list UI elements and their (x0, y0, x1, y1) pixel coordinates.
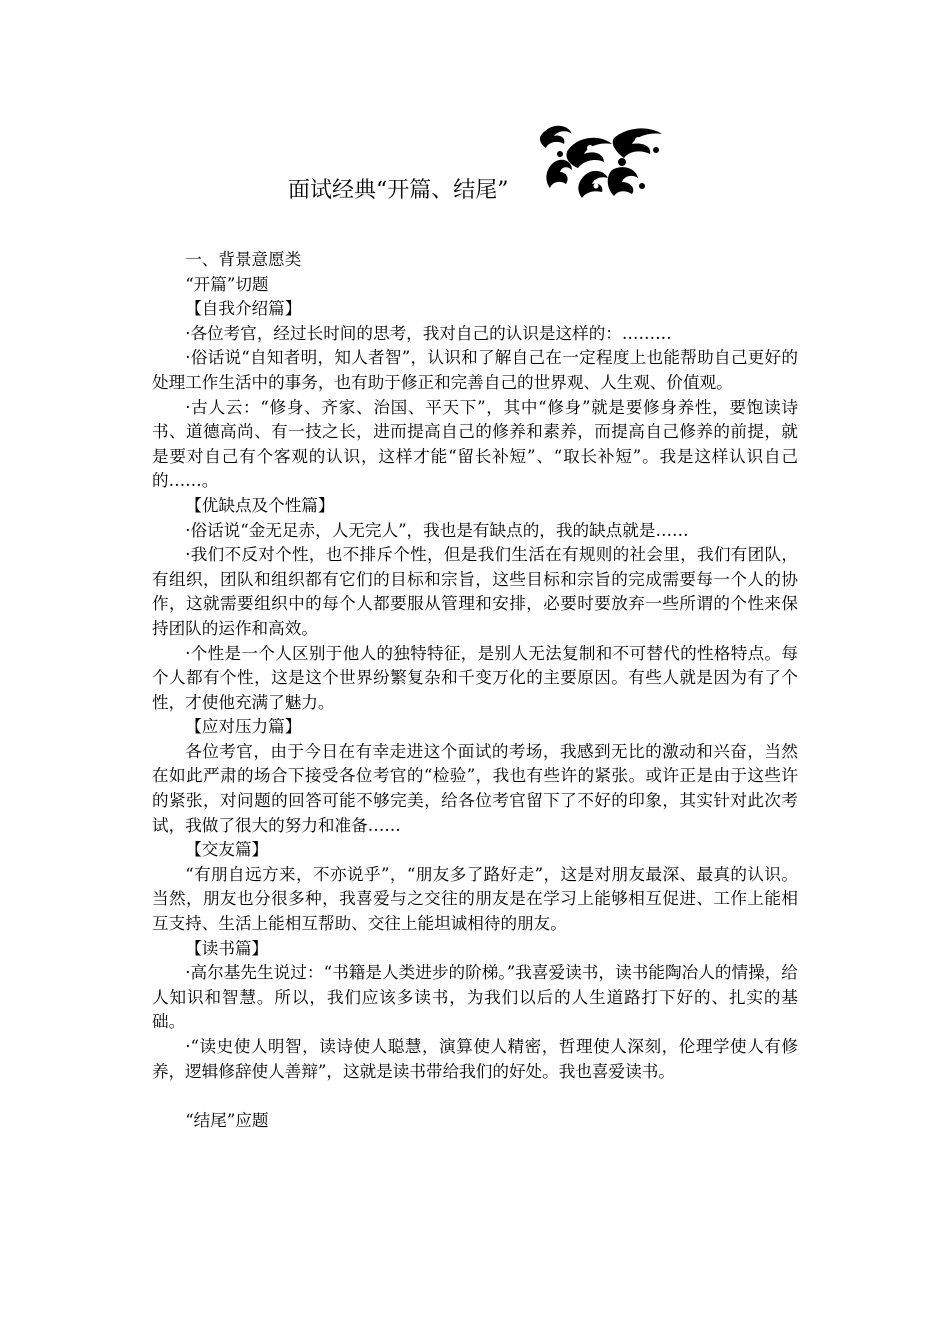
paragraph: ·个性是一个人区别于他人的独特特征，是别人无法复制和不可替代的性格特点。每个人都有个性，这是这个世界纷繁复杂和千变万化的主要原因。有些人就是因为有了个性，才使他充满了魅力。 (152, 643, 798, 712)
topic-heading: 【交友篇】 (185, 840, 269, 860)
paragraph: “有朋自远方来，不亦说乎”，“朋友多了路好走”，这是对朋友最深、最真的认识。当然，朋友也分很多种，我喜爱与之交往的朋友是在学习上能够相互促进、工作上能相互支持、生活上能相互帮助、交往上能坦诚相待的朋友。 (152, 864, 798, 934)
document-body (152, 248, 798, 1133)
paragraph: ·各位考官，经过长时间的思考，我对自己的认识是这样的：……… (185, 323, 672, 343)
topic-heading: 【优缺点及个性篇】 (185, 495, 335, 515)
subsection-heading: “开篇”切题 (185, 274, 269, 294)
paragraph: 各位考官，由于今日在有幸走进这个面试的考场，我感到无比的激动和兴奋，当然在如此严肃的场合下接受各位考官的“检验”，我也有些许的紧张。或许正是由于这些许的紧张，对问题的回答可能不够完美，给各位考官留下了不好的印象，其实针对此次考试，我做了很大的努力和准备…… (152, 741, 798, 835)
topic-heading: 【应对压力篇】 (185, 717, 302, 737)
paragraph: ·俗话说“自知者明，知人者智”，认识和了解自己在一定程度上也能帮助自己更好的处理工作生活中的事务，也有助于修正和完善自己的世界观、人生观、价值观。 (152, 348, 798, 392)
paragraph: ·我们不反对个性，也不排斥个性，但是我们生活在有规则的社会里，我们有团队，有组织，团队和组织都有它们的目标和宗旨，这些目标和宗旨的完成需要每一个人的协作，这就需要组织中的每个人都要服从管理和安排，必要时要放弃一些所谓的个性来保持团队的运作和高效。 (152, 545, 798, 638)
paragraph: ·“读史使人明智，读诗使人聪慧，演算使人精密，哲理使人深刻，伦理学使人有修养，逻辑修辞使人善辩”，这就是读书带给我们的好处。我也喜爱读书。 (152, 1037, 798, 1081)
paragraph: ·俗话说“金无足赤，人无完人”，我也是有缺点的，我的缺点就是…… (185, 520, 689, 540)
topic-heading: 【读书篇】 (185, 938, 269, 958)
page-title: 面试经典“开篇、结尾” (288, 178, 509, 203)
paragraph: ·古人云：“修身、齐家、治国、平天下”，其中“修身”就是要修身养性，要饱读诗书、道德高尚、有一技之长，进而提高自己的修养和素养，而提高自己修养的前提，就是要对自己有个客观的认识，这样才能“留长补短”、“取长补短”。我是这样认识自己的……。 (152, 397, 798, 491)
blank-line (152, 1084, 798, 1109)
section-heading: 一、背景意愿类 (185, 250, 302, 269)
topic-heading: 【自我介绍篇】 (185, 299, 302, 319)
floral-scroll-ornament-icon (538, 120, 666, 204)
paragraph: ·高尔基先生说过：“书籍是人类进步的阶梯。”我喜爱读书，读书能陶冶人的情操，给人知识和智慧。所以，我们应该多读书，为我们以后的人生道路打下好的、扎实的基础。 (152, 963, 798, 1032)
subsection-heading: “结尾”应题 (185, 1110, 269, 1130)
